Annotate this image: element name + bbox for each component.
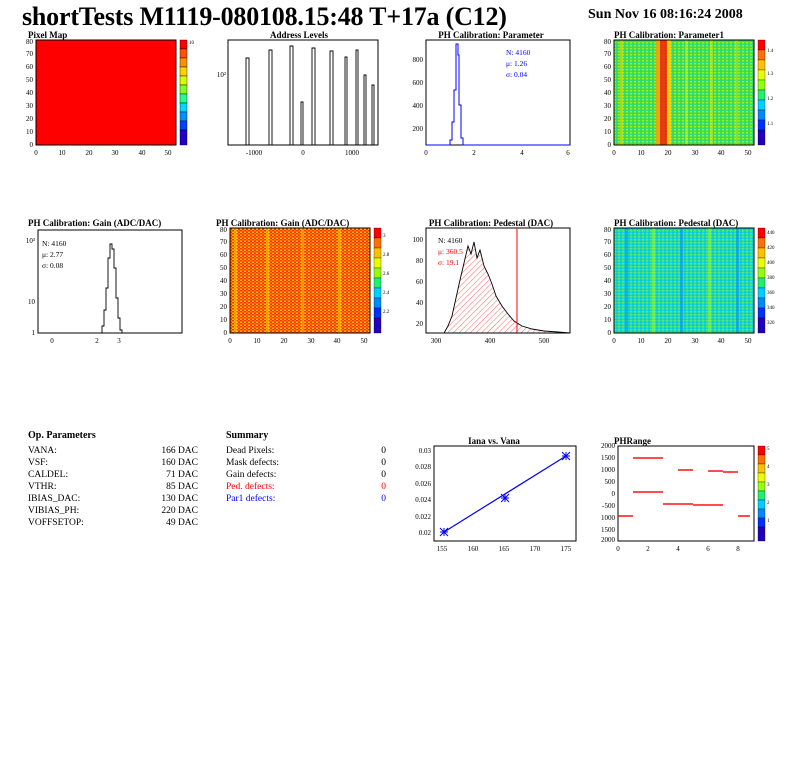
svg-text:0: 0 bbox=[607, 141, 611, 149]
summary-heading: Summary bbox=[226, 430, 269, 441]
svg-text:400: 400 bbox=[412, 102, 423, 110]
svg-text:0: 0 bbox=[424, 149, 428, 157]
svg-text:40: 40 bbox=[604, 277, 611, 285]
svg-text:20: 20 bbox=[664, 337, 672, 345]
svg-text:50: 50 bbox=[604, 76, 611, 84]
svg-text:2000: 2000 bbox=[601, 442, 615, 450]
svg-text:3: 3 bbox=[383, 234, 386, 239]
svg-text:420: 420 bbox=[767, 246, 775, 251]
svg-text:50: 50 bbox=[744, 149, 752, 157]
op-param-value: 166 DAC bbox=[161, 446, 198, 456]
svg-text:1.2: 1.2 bbox=[767, 97, 774, 102]
svg-text:0: 0 bbox=[607, 329, 611, 337]
pedestal-hist-plot bbox=[398, 218, 584, 348]
svg-text:10: 10 bbox=[253, 337, 261, 345]
svg-text:10: 10 bbox=[220, 316, 227, 324]
table-row bbox=[226, 457, 386, 469]
summary-value: 0 bbox=[381, 482, 386, 492]
svg-text:μ: 1.26: μ: 1.26 bbox=[506, 59, 528, 68]
svg-text:60: 60 bbox=[416, 278, 423, 286]
svg-text:80: 80 bbox=[220, 226, 227, 234]
svg-text:30: 30 bbox=[604, 102, 611, 110]
svg-text:500: 500 bbox=[538, 337, 550, 345]
svg-text:40: 40 bbox=[26, 89, 33, 97]
svg-text:320: 320 bbox=[767, 321, 775, 326]
svg-text:σ: 0.04: σ: 0.04 bbox=[506, 70, 528, 79]
svg-text:1: 1 bbox=[767, 519, 770, 524]
svg-text:70: 70 bbox=[220, 238, 227, 246]
svg-text:155: 155 bbox=[436, 545, 448, 553]
svg-text:20: 20 bbox=[604, 115, 611, 123]
table-row bbox=[28, 493, 198, 505]
svg-text:170: 170 bbox=[529, 545, 541, 553]
svg-text:-1000: -1000 bbox=[245, 149, 263, 157]
svg-text:10: 10 bbox=[26, 128, 33, 136]
svg-text:30: 30 bbox=[691, 337, 699, 345]
panel-title: PH Calibration: Parameter bbox=[438, 30, 544, 40]
op-param-value: 130 DAC bbox=[161, 494, 198, 504]
svg-text:N: 4160: N: 4160 bbox=[42, 239, 67, 248]
svg-text:70: 70 bbox=[604, 50, 611, 58]
svg-text:20: 20 bbox=[220, 303, 227, 311]
address-levels-plot bbox=[206, 30, 392, 160]
svg-text:20: 20 bbox=[26, 115, 33, 123]
svg-text:0: 0 bbox=[223, 329, 227, 337]
svg-text:340: 340 bbox=[767, 306, 775, 311]
op-param-value: 160 DAC bbox=[161, 458, 198, 468]
svg-text:0: 0 bbox=[612, 337, 616, 345]
op-parameters-heading: Op. Parameters bbox=[28, 430, 96, 441]
table-row bbox=[28, 505, 198, 517]
svg-text:1000: 1000 bbox=[345, 149, 359, 157]
svg-text:40: 40 bbox=[220, 277, 227, 285]
svg-text:80: 80 bbox=[604, 38, 611, 46]
op-param-value: 220 DAC bbox=[161, 506, 198, 516]
svg-text:4: 4 bbox=[520, 149, 524, 157]
op-param-name: VOFFSETOP: bbox=[28, 518, 84, 528]
svg-text:5: 5 bbox=[767, 447, 770, 452]
svg-text:2.4: 2.4 bbox=[383, 291, 390, 296]
svg-text:300: 300 bbox=[430, 337, 442, 345]
svg-text:500: 500 bbox=[604, 478, 615, 486]
table-row bbox=[28, 481, 198, 493]
table-row bbox=[28, 469, 198, 481]
svg-text:175: 175 bbox=[560, 545, 572, 553]
svg-text:2.6: 2.6 bbox=[383, 272, 390, 277]
phrange-plot bbox=[590, 436, 786, 556]
svg-text:1500: 1500 bbox=[601, 454, 615, 462]
panel-title: PH Calibration: Gain (ADC/DAC) bbox=[28, 218, 162, 228]
svg-text:380: 380 bbox=[767, 276, 775, 281]
panel-iana-vs-vana[interactable] bbox=[404, 436, 584, 556]
panel-pixel-map[interactable] bbox=[14, 30, 200, 160]
svg-text:1: 1 bbox=[31, 329, 35, 337]
svg-text:20: 20 bbox=[664, 149, 672, 157]
svg-text:0: 0 bbox=[616, 545, 620, 553]
svg-text:0: 0 bbox=[50, 337, 54, 345]
svg-text:N: 4160: N: 4160 bbox=[506, 48, 531, 57]
svg-text:3: 3 bbox=[117, 337, 121, 345]
svg-text:0.026: 0.026 bbox=[415, 480, 431, 488]
svg-text:50: 50 bbox=[26, 76, 33, 84]
svg-text:2: 2 bbox=[472, 149, 476, 157]
svg-text:40: 40 bbox=[717, 337, 725, 345]
svg-text:1500: 1500 bbox=[601, 526, 615, 534]
summary-block bbox=[226, 430, 386, 505]
svg-text:60: 60 bbox=[220, 251, 227, 259]
svg-text:10³: 10³ bbox=[25, 237, 35, 245]
date-stamp: Sun Nov 16 08:16:24 2008 bbox=[588, 7, 743, 22]
panel-title: PH Calibration: Gain (ADC/DAC) bbox=[216, 218, 350, 228]
panel-phrange[interactable] bbox=[590, 436, 786, 556]
svg-text:10: 10 bbox=[637, 149, 645, 157]
svg-text:440: 440 bbox=[767, 231, 775, 236]
svg-text:1000: 1000 bbox=[601, 514, 615, 522]
svg-text:30: 30 bbox=[604, 290, 611, 298]
svg-text:600: 600 bbox=[412, 79, 423, 87]
svg-text:20: 20 bbox=[604, 303, 611, 311]
table-row bbox=[28, 445, 198, 457]
panel-title: PH Calibration: Parameter1 bbox=[614, 30, 724, 40]
svg-text:40: 40 bbox=[138, 149, 146, 157]
svg-text:20: 20 bbox=[85, 149, 93, 157]
gain-heatmap bbox=[206, 218, 402, 348]
panel-title: Iana vs. Vana bbox=[468, 436, 520, 446]
pedestal-heatmap bbox=[590, 218, 786, 348]
svg-text:50: 50 bbox=[604, 264, 611, 272]
summary-value: 0 bbox=[381, 494, 386, 504]
svg-text:μ: 360.5: μ: 360.5 bbox=[438, 247, 463, 256]
svg-text:70: 70 bbox=[26, 50, 33, 58]
svg-text:800: 800 bbox=[412, 56, 423, 64]
svg-text:80: 80 bbox=[604, 226, 611, 234]
svg-text:200: 200 bbox=[412, 125, 423, 133]
svg-text:1000: 1000 bbox=[601, 466, 615, 474]
svg-text:40: 40 bbox=[333, 337, 341, 345]
svg-text:30: 30 bbox=[26, 102, 33, 110]
panel-title: PHRange bbox=[614, 436, 651, 446]
svg-text:60: 60 bbox=[26, 63, 33, 71]
svg-text:50: 50 bbox=[360, 337, 368, 345]
svg-text:400: 400 bbox=[767, 261, 775, 266]
op-param-name: VSF: bbox=[28, 458, 49, 468]
svg-text:80: 80 bbox=[26, 38, 33, 46]
gain-hist-plot bbox=[14, 218, 200, 348]
svg-text:4: 4 bbox=[676, 545, 680, 553]
panel-address-levels[interactable] bbox=[206, 30, 392, 160]
svg-text:20: 20 bbox=[280, 337, 288, 345]
svg-text:100: 100 bbox=[412, 236, 423, 244]
svg-text:2.2: 2.2 bbox=[383, 310, 390, 315]
svg-text:165: 165 bbox=[498, 545, 510, 553]
svg-text:30: 30 bbox=[307, 337, 315, 345]
svg-text:10: 10 bbox=[58, 149, 66, 157]
svg-text:10: 10 bbox=[637, 337, 645, 345]
svg-text:1.1: 1.1 bbox=[767, 122, 774, 127]
svg-text:0.02: 0.02 bbox=[418, 529, 431, 537]
svg-text:0: 0 bbox=[611, 490, 615, 498]
ph-parameter-plot bbox=[398, 30, 584, 160]
op-param-name: VIBIAS_PH: bbox=[28, 506, 80, 516]
iana-vs-vana-plot bbox=[404, 436, 584, 556]
summary-value: 0 bbox=[381, 446, 386, 456]
svg-text:σ: 0.08: σ: 0.08 bbox=[42, 261, 64, 270]
svg-text:0: 0 bbox=[34, 149, 38, 157]
svg-text:50: 50 bbox=[744, 337, 752, 345]
panel-title: PH Calibration: Pedestal (DAC) bbox=[428, 218, 554, 228]
svg-text:0.022: 0.022 bbox=[415, 513, 431, 521]
svg-text:10: 10 bbox=[604, 316, 611, 324]
svg-text:2: 2 bbox=[767, 501, 770, 506]
op-param-value: 71 DAC bbox=[166, 470, 198, 480]
svg-text:4: 4 bbox=[767, 465, 770, 470]
svg-text:40: 40 bbox=[717, 149, 725, 157]
svg-text:50: 50 bbox=[220, 264, 227, 272]
svg-text:360: 360 bbox=[767, 291, 775, 296]
svg-text:60: 60 bbox=[604, 63, 611, 71]
pixel-map-plot bbox=[14, 30, 200, 160]
summary-name: Dead Pixels: bbox=[226, 446, 275, 456]
table-row bbox=[226, 481, 386, 493]
svg-text:0: 0 bbox=[29, 141, 33, 149]
panel-title: Pixel Map bbox=[28, 30, 68, 40]
svg-text:2: 2 bbox=[646, 545, 650, 553]
svg-text:6: 6 bbox=[706, 545, 710, 553]
panel-gain-map[interactable] bbox=[206, 218, 402, 348]
table-row bbox=[226, 469, 386, 481]
svg-text:6: 6 bbox=[566, 149, 570, 157]
svg-text:0: 0 bbox=[228, 337, 232, 345]
svg-text:0.03: 0.03 bbox=[418, 447, 431, 455]
summary-value: 0 bbox=[381, 458, 386, 468]
svg-text:0: 0 bbox=[612, 149, 616, 157]
panel-title: PH Calibration: Pedestal (DAC) bbox=[614, 218, 739, 228]
op-param-value: 49 DAC bbox=[166, 518, 198, 528]
op-param-name: CALDEL: bbox=[28, 470, 69, 480]
svg-text:1.3: 1.3 bbox=[767, 72, 774, 77]
op-param-name: VANA: bbox=[28, 446, 57, 456]
svg-text:2000: 2000 bbox=[601, 536, 615, 544]
svg-text:400: 400 bbox=[484, 337, 496, 345]
table-row bbox=[28, 457, 198, 469]
svg-text:2: 2 bbox=[95, 337, 99, 345]
svg-text:50: 50 bbox=[164, 149, 172, 157]
op-param-name: VTHR: bbox=[28, 482, 57, 492]
summary-value: 0 bbox=[381, 470, 386, 480]
svg-text:10: 10 bbox=[28, 298, 35, 306]
summary-name: Par1 defects: bbox=[226, 494, 276, 504]
ph-parameter1-heatmap bbox=[590, 30, 786, 160]
svg-text:30: 30 bbox=[691, 149, 699, 157]
svg-text:10²: 10² bbox=[216, 71, 226, 79]
svg-text:1.4: 1.4 bbox=[767, 49, 774, 54]
svg-text:10: 10 bbox=[189, 41, 194, 46]
svg-text:30: 30 bbox=[220, 290, 227, 298]
op-param-name: IBIAS_DAC: bbox=[28, 494, 81, 504]
svg-text:-500: -500 bbox=[602, 502, 615, 510]
svg-text:0.024: 0.024 bbox=[415, 496, 431, 504]
svg-text:μ: 2.77: μ: 2.77 bbox=[42, 250, 64, 259]
table-row bbox=[226, 445, 386, 457]
svg-text:40: 40 bbox=[416, 299, 423, 307]
svg-text:60: 60 bbox=[604, 251, 611, 259]
svg-text:160: 160 bbox=[467, 545, 479, 553]
svg-text:20: 20 bbox=[416, 320, 423, 328]
op-param-value: 85 DAC bbox=[166, 482, 198, 492]
svg-text:2.8: 2.8 bbox=[383, 253, 390, 258]
table-row bbox=[28, 517, 198, 529]
svg-text:80: 80 bbox=[416, 257, 423, 265]
page-title: shortTests M1119-080108.15:48 T+17a (C12) bbox=[22, 2, 507, 31]
summary-name: Mask defects: bbox=[226, 458, 280, 468]
svg-text:3: 3 bbox=[767, 483, 770, 488]
summary-name: Gain defects: bbox=[226, 470, 277, 480]
panel-pedestal-map[interactable] bbox=[590, 218, 786, 348]
svg-text:30: 30 bbox=[111, 149, 119, 157]
svg-text:σ: 19.1: σ: 19.1 bbox=[438, 258, 460, 267]
svg-text:8: 8 bbox=[736, 545, 740, 553]
svg-text:40: 40 bbox=[604, 89, 611, 97]
panel-title: Address Levels bbox=[269, 30, 329, 40]
svg-text:0: 0 bbox=[301, 149, 305, 157]
svg-text:0.028: 0.028 bbox=[415, 463, 431, 471]
svg-text:N: 4160: N: 4160 bbox=[438, 236, 463, 245]
panel-pedestal-hist[interactable] bbox=[398, 218, 584, 348]
summary-name: Ped. defects: bbox=[226, 482, 275, 492]
op-parameters-block bbox=[28, 430, 198, 529]
panel-gain-hist[interactable] bbox=[14, 218, 200, 348]
panel-ph-parameter[interactable] bbox=[398, 30, 584, 160]
table-row bbox=[226, 493, 386, 505]
panel-ph-parameter1-map[interactable] bbox=[590, 30, 786, 160]
svg-text:10: 10 bbox=[604, 128, 611, 136]
svg-text:70: 70 bbox=[604, 238, 611, 246]
